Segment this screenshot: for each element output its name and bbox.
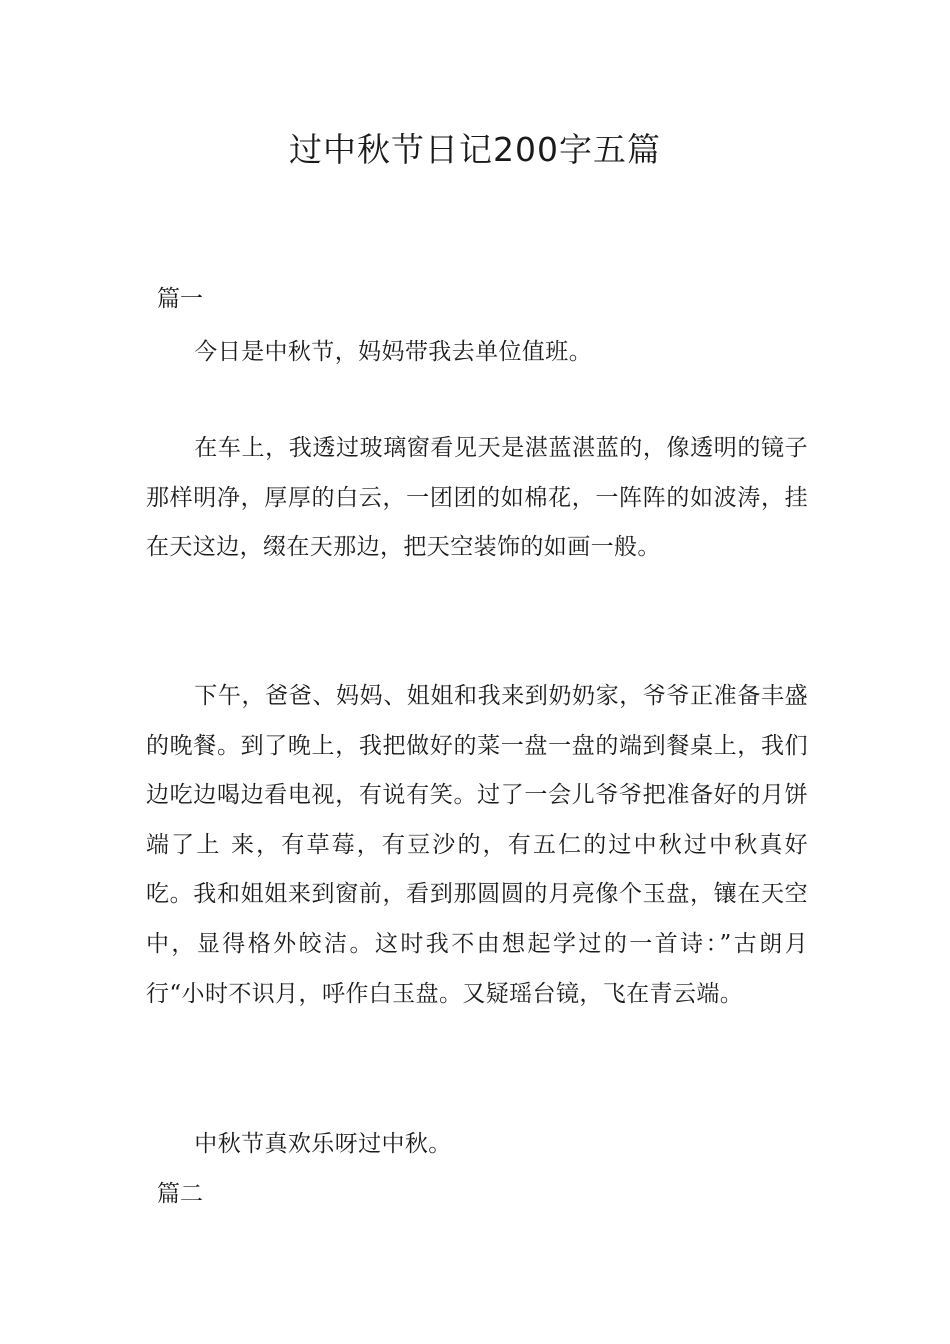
paragraph-4: 中秋节真欢乐呀过中秋。 [194,1131,452,1157]
document-title: 过中秋节日记200字五篇 [289,130,661,169]
section-label-2: 篇二 [157,1181,203,1207]
section-label-1: 篇一 [157,286,203,312]
paragraph-1: 今日是中秋节，妈妈带我去单位值班。 [194,339,593,365]
paragraph-3: 下午，爸爸、妈妈、姐姐和我来到奶奶家，爷爷正准备丰盛的晚餐。到了晚上，我把做好的菜一盘一盘的端到餐桌上，我们边吃边喝边看电视，有说有笑。过了一会儿爷爷把准备好的月饼端了上 来，有草莓，有豆沙的，有五仁的过中秋过中秋真好吃。我和姐姐来到窗前，看到那圆圆的月亮像个玉盘，镶在天空中，显得格外皎洁。这时我不由想起学过的一首诗：”古朗月行“小时不识月，呼作白玉盘。又疑瑶台镜，飞在青云端。 [146,683,808,1007]
paragraph-2: 在车上，我透过玻璃窗看见天是湛蓝湛蓝的，像透明的镜子那样明净，厚厚的白云，一团团的如棉花，一阵阵的如波涛，挂在天这边，缀在天那边，把天空装饰的如画一般。 [146,435,808,561]
